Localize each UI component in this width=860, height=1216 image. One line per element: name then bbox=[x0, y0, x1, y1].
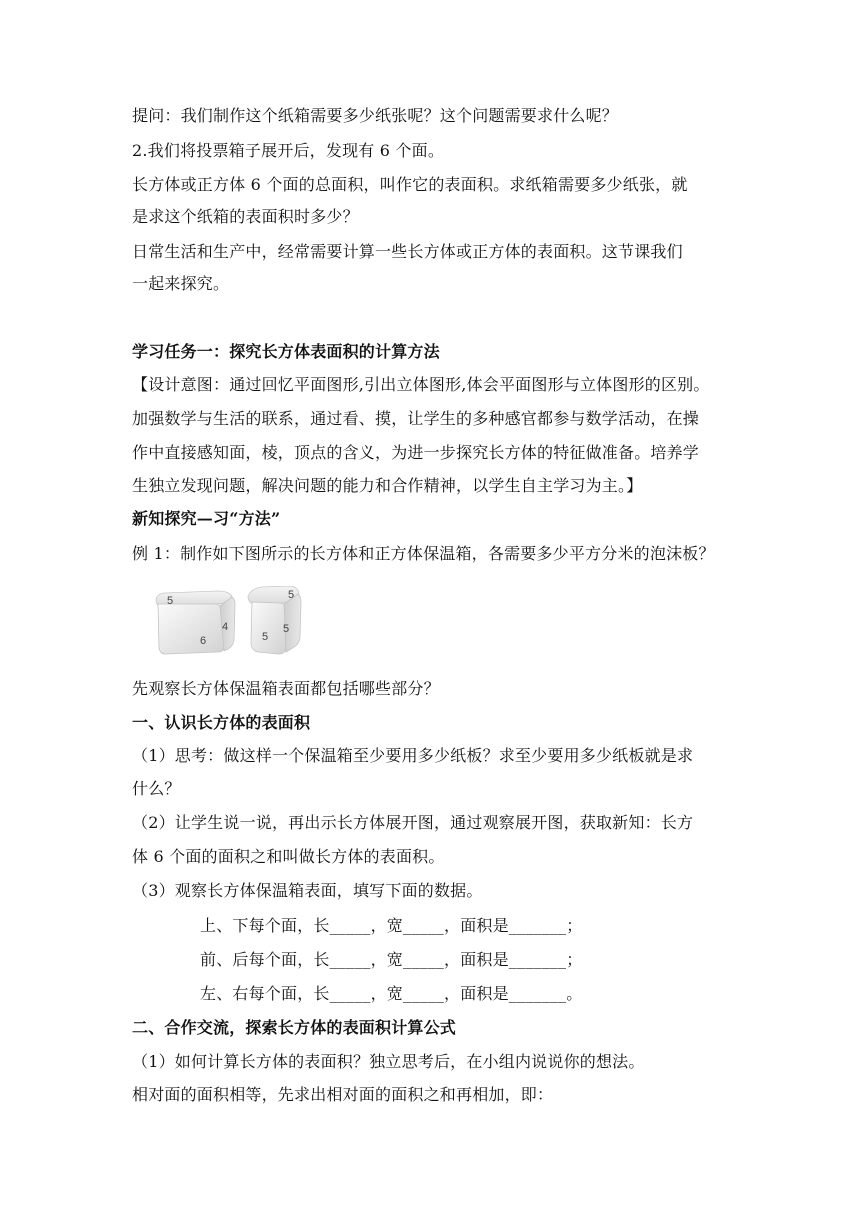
section1-q3: （3）观察长方体保温箱表面，填写下面的数据。 bbox=[132, 881, 483, 900]
intro-definition-line-2: 是求这个纸箱的表面积时多少？ bbox=[132, 207, 359, 226]
section2-title: 二、合作交流，探索长方体的表面积计算公式 bbox=[132, 1018, 457, 1037]
design-intent-line-1: 【设计意图：通过回忆平面图形,引出立体图形,体会平面图形与立体图形的区别。 bbox=[132, 375, 710, 394]
design-intent-line-4: 生独立发现问题，解决问题的能力和合作精神，以学生自主学习为主。】 bbox=[132, 476, 643, 495]
design-intent-line-3: 作中直接感知面，棱，顶点的含义，为进一步探究长方体的特征做准备。培养学 bbox=[132, 443, 700, 462]
fill-front-back: 前、后每个面，长_____，宽_____，面积是_______； bbox=[200, 950, 583, 969]
section2-q1: （1）如何计算长方体的表面积？独立思考后，在小组内说说你的想法。 bbox=[132, 1052, 645, 1071]
task1-title: 学习任务一：探究长方体表面积的计算方法 bbox=[132, 342, 440, 361]
intro-definition-line-1: 长方体或正方体 6 个面的总面积，叫作它的表面积。求纸箱需要多少纸张，就 bbox=[132, 175, 688, 194]
intro-question: 提问：我们制作这个纸箱需要多少纸张呢？这个问题需要求什么呢？ bbox=[132, 106, 619, 125]
example-1: 例 1：制作如下图所示的长方体和正方体保温箱，各需要多少平方分米的泡沫板？ bbox=[132, 544, 715, 563]
intro-daily-line-2: 一起来探究。 bbox=[132, 274, 230, 293]
section1-q1-line-2: 什么？ bbox=[132, 779, 181, 798]
design-intent-line-2: 加强数学与生活的联系，通过看、摸，让学生的多种感官都参与数学活动，在操 bbox=[132, 409, 700, 428]
intro-daily-line-1: 日常生活和生产中，经常需要计算一些长方体或正方体的表面积。这节课我们 bbox=[132, 242, 683, 261]
fill-left-right: 左、右每个面，长_____，宽_____，面积是_______。 bbox=[200, 984, 583, 1003]
cuboid-box bbox=[156, 591, 235, 654]
cuboid-label-top: 5 bbox=[167, 595, 174, 607]
cuboid-label-front: 6 bbox=[200, 635, 207, 647]
fill-top-bottom: 上、下每个面，长_____，宽_____，面积是_______； bbox=[200, 916, 583, 935]
section1-q2-line-1: （2）让学生说一说，再出示长方体展开图，通过观察展开图，获取新知：长方 bbox=[132, 813, 694, 832]
cube-label-side: 5 bbox=[283, 623, 290, 635]
intro-unfold: 2.我们将投票箱子展开后，发现有 6 个面。 bbox=[132, 141, 445, 160]
cuboid-label-side: 4 bbox=[222, 621, 229, 633]
section1-q2-line-2: 体 6 个面的面积之和叫做长方体的表面积。 bbox=[132, 847, 445, 866]
observe-prompt: 先观察长方体保温箱表面都包括哪些部分？ bbox=[132, 679, 440, 698]
section2-text: 相对面的面积相等，先求出相对面的面积之和再相加，即： bbox=[132, 1085, 554, 1104]
explore-title: 新知探究—习“方法” bbox=[132, 509, 281, 528]
cube-label-front: 5 bbox=[262, 631, 269, 643]
section1-title: 一、认识长方体的表面积 bbox=[132, 713, 311, 732]
cube-label-top: 5 bbox=[288, 589, 295, 601]
cube-box bbox=[248, 586, 301, 654]
foam-box-figure bbox=[148, 586, 348, 658]
section1-q1-line-1: （1）思考：做这样一个保温箱至少要用多少纸板？求至少要用多少纸板就是求 bbox=[132, 746, 694, 765]
